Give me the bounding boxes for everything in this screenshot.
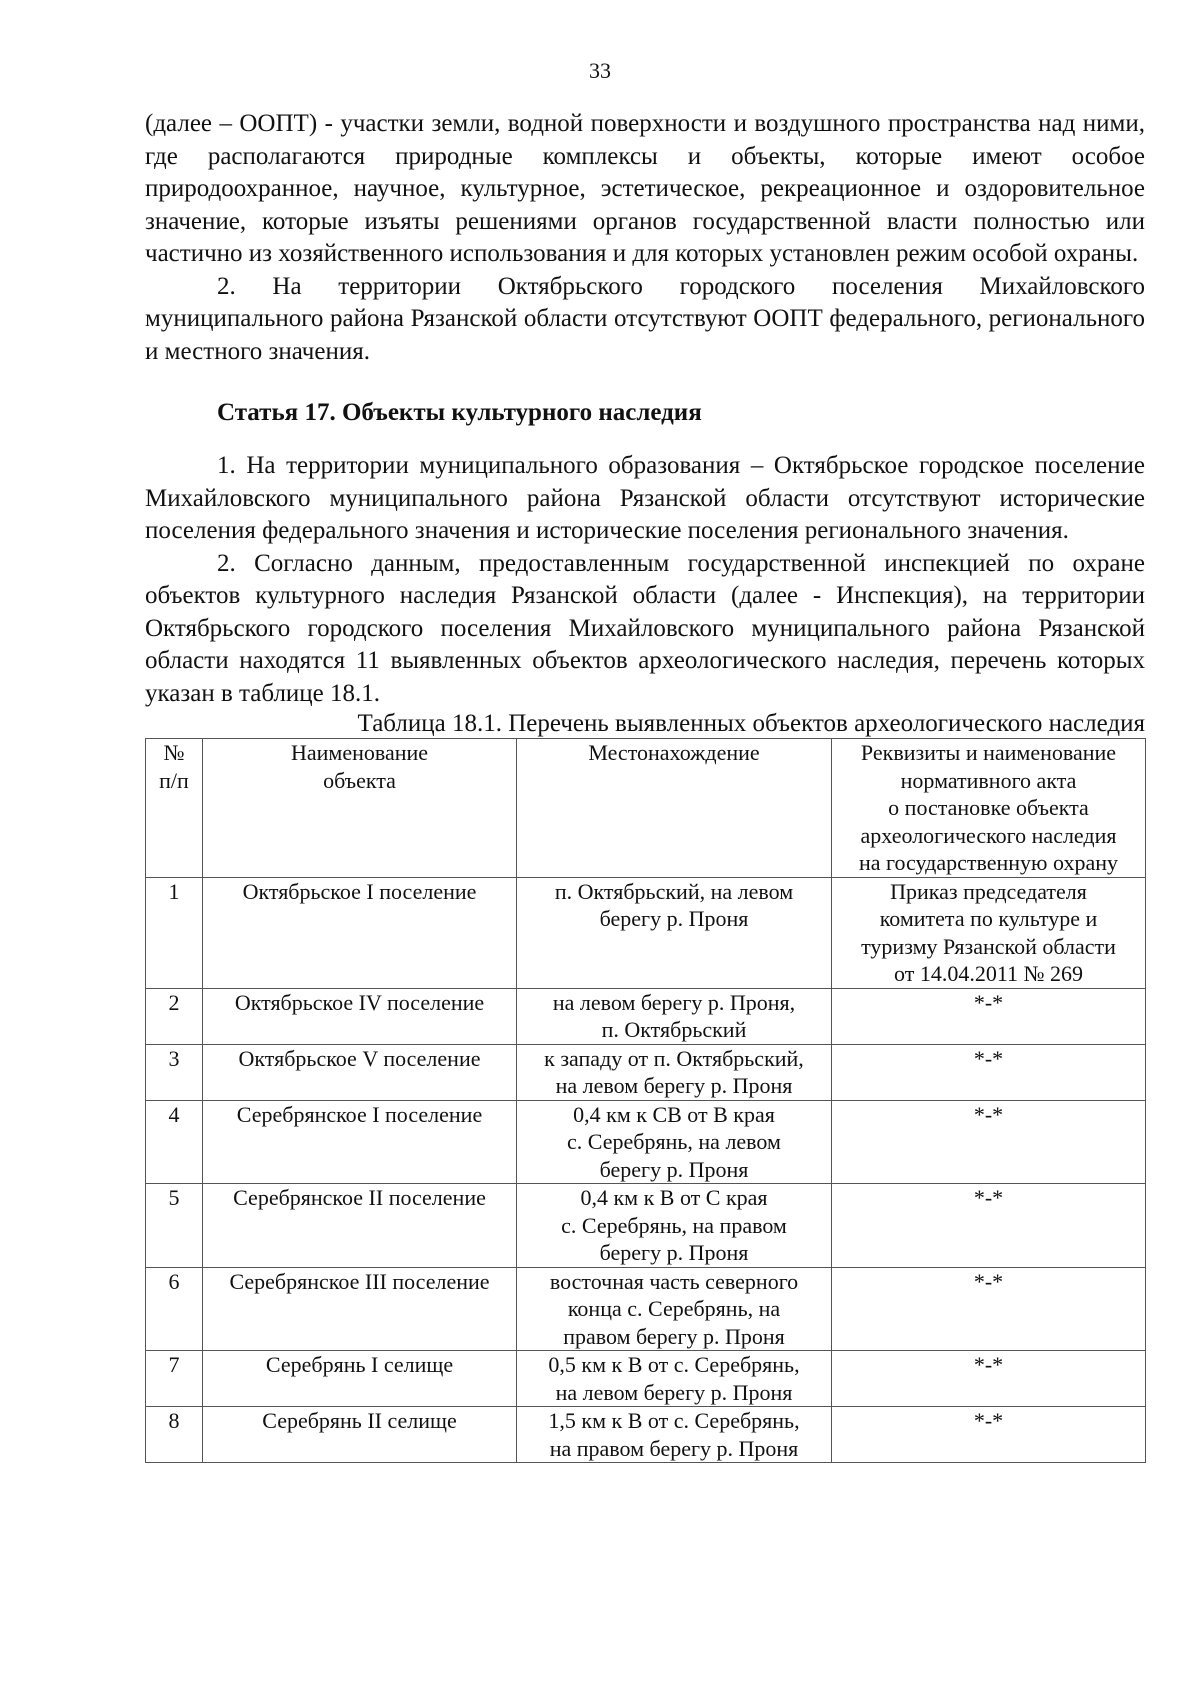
row-number: 2 xyxy=(146,988,203,1044)
object-location: 0,4 км к СВ от В края с. Серебрянь, на левом берегу р. Проня xyxy=(517,1100,832,1184)
row-number: 7 xyxy=(146,1351,203,1407)
row-number: 1 xyxy=(146,877,203,988)
table-caption: Таблица 18.1. Перечень выявленных объектов археологического наследия xyxy=(357,710,1145,737)
paragraph-historic-settlements: 1. На территории муниципального образования – Октябрьское городское поселение Михайловского муниципального района Рязанской области отсутствуют исторические поселения федерального значения и исторические поселения регионального значения. xyxy=(145,452,1145,544)
table-row xyxy=(146,1351,1146,1407)
object-name: Октябрьское V поселение xyxy=(203,1044,517,1100)
legal-act: *-* xyxy=(832,1267,1146,1351)
row-number: 6 xyxy=(146,1267,203,1351)
object-name: Октябрьское IV поселение xyxy=(203,988,517,1044)
row-number: 3 xyxy=(146,1044,203,1100)
object-location: п. Октябрьский, на левом берегу р. Проня xyxy=(517,877,832,988)
object-name: Октябрьское I поселение xyxy=(203,877,517,988)
header-legal-act: Реквизиты и наименование нормативного акта о постановке объекта археологического наследия на государственную охрану xyxy=(832,739,1146,878)
object-location: на левом берегу р. Проня, п. Октябрьский xyxy=(517,988,832,1044)
article-heading: Статья 17. Объекты культурного наследия xyxy=(217,399,702,426)
row-number: 5 xyxy=(146,1184,203,1268)
table-row xyxy=(146,988,1146,1044)
legal-act: *-* xyxy=(832,1184,1146,1268)
object-name: Серебрянское III поселение xyxy=(203,1267,517,1351)
object-name: Серебрянь I селище xyxy=(203,1351,517,1407)
row-number: 4 xyxy=(146,1100,203,1184)
header-number: № п/п xyxy=(146,739,203,878)
row-number: 8 xyxy=(146,1407,203,1463)
table-row xyxy=(146,1407,1146,1463)
paragraph-inspection-data: 2. Согласно данным, предоставленным государственной инспекцией по охране объектов культурного наследия Рязанской области (далее - Инспекция), на территории Октябрьского городского поселения Михайловского муниципального района Рязанской области находятся 11 выявленных объектов археологического наследия, перечень которых указан в таблице 18.1. xyxy=(145,549,1145,707)
object-name: Серебрянское II поселение xyxy=(203,1184,517,1268)
object-location: 1,5 км к В от с. Серебрянь, на правом берегу р. Проня xyxy=(517,1407,832,1463)
legal-act: *-* xyxy=(832,1351,1146,1407)
legal-act: *-* xyxy=(832,1407,1146,1463)
archaeological-objects-table xyxy=(145,738,1146,1463)
object-location: восточная часть северного конца с. Серебрянь, на правом берегу р. Проня xyxy=(517,1267,832,1351)
object-location: 0,5 км к В от с. Серебрянь, на левом берегу р. Проня xyxy=(517,1351,832,1407)
page-number: 33 xyxy=(589,58,611,83)
legal-act: Приказ председателя комитета по культуре и туризму Рязанской области от 14.04.2011 № 269 xyxy=(832,877,1146,988)
legal-act: *-* xyxy=(832,988,1146,1044)
paragraph-oopt-definition: (далее – ООПТ) - участки земли, водной поверхности и воздушного пространства над ними, где располагаются природные комплексы и объекты, которые имеют особое природоохранное, научное, культурное, эстетическое, рекреационное и оздоровительное значение, которые изъяты решениями органов государственной власти полностью или частично из хозяйственного использования и для которых установлен режим особой охраны. xyxy=(145,110,1145,267)
legal-act: *-* xyxy=(832,1044,1146,1100)
object-location: к западу от п. Октябрьский, на левом берегу р. Проня xyxy=(517,1044,832,1100)
header-object-name: Наименование объекта xyxy=(203,739,517,878)
object-name: Серебрянское I поселение xyxy=(203,1100,517,1184)
table-row xyxy=(146,877,1146,988)
document-body xyxy=(145,108,1145,1463)
paragraph-oopt-absence: 2. На территории Октябрьского городского поселения Михайловского муниципального района Рязанской области отсутствуют ООПТ федерального, регионального и местного значения. xyxy=(145,272,1145,365)
table-row xyxy=(146,1267,1146,1351)
table-header-row xyxy=(146,739,1146,878)
object-name: Серебрянь II селище xyxy=(203,1407,517,1463)
object-location: 0,4 км к В от С края с. Серебрянь, на правом берегу р. Проня xyxy=(517,1184,832,1268)
table-row xyxy=(146,1100,1146,1184)
table-row xyxy=(146,1044,1146,1100)
legal-act: *-* xyxy=(832,1100,1146,1184)
table-row xyxy=(146,1184,1146,1268)
header-location: Местонахождение xyxy=(517,739,832,878)
